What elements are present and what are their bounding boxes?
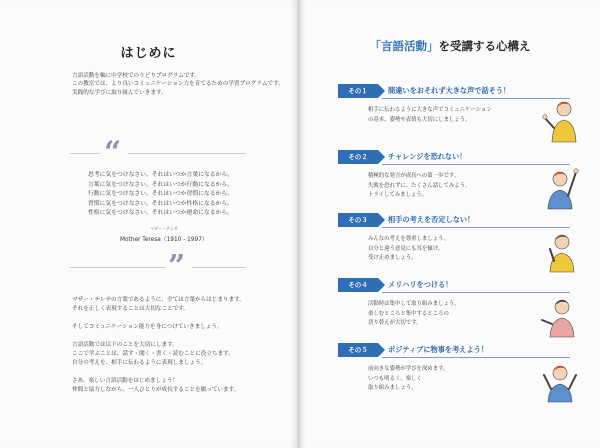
outro-line: そしてコミュニケーション能力を身につけていきましょう。 xyxy=(72,324,223,330)
guideline-badge: その２ xyxy=(338,150,378,164)
body-line: 活動時は集中して取り組みましょう。 xyxy=(368,301,460,307)
guideline-heading: チャレンジを恐れない！ xyxy=(388,152,467,161)
intro-line: 実践的な学びに取り組んでいきます。 xyxy=(72,89,167,96)
outro-line: 仲間と協力しながら、一人ひとりが成長することを願っています。 xyxy=(72,387,240,393)
outro-line: マザー・テレサの言葉であるように、全ては言葉からはじまります。 xyxy=(72,297,245,303)
outro-line: 言語活動では以下のことを大切にします。 xyxy=(72,342,178,348)
guideline-heading: 間違いをおそれず大きな声で話そう！ xyxy=(388,86,511,95)
body-line: 取り組みましょう。 xyxy=(368,385,417,392)
outro-line: 自分の考えを、相手に伝わるように表現しましょう。 xyxy=(72,360,207,366)
body-line: いつも明るく、楽しく xyxy=(368,375,422,382)
guideline-heading: ポジティブに物事を考えよう！ xyxy=(388,345,489,354)
quote-rule-right-top xyxy=(128,153,246,154)
close-quote-mark: ” xyxy=(168,249,186,284)
intro-paragraph xyxy=(72,72,284,97)
guideline-body xyxy=(368,235,449,264)
intro-line: 言語活動を軸に中学校でのりどりプログラムです。 xyxy=(72,73,201,79)
outro-line: それを正しく表現することは大切なことです。 xyxy=(72,306,190,312)
body-line: 切り替えが大切です。 xyxy=(368,320,422,327)
title-keyword: 「言語活動」 xyxy=(369,39,439,53)
page-title-right xyxy=(300,38,600,54)
guideline-header xyxy=(338,150,570,164)
body-line: トライしてみましょう。 xyxy=(368,192,428,199)
page-title: はじめに xyxy=(120,46,177,61)
guideline-heading: 相手の考えを否定しない！ xyxy=(388,215,475,224)
body-line: 楽しむところと集中するところの xyxy=(368,310,449,317)
body-line: 相手に伝わるように大きな声でコミュニケーション xyxy=(368,107,492,113)
quote-line: 習慣に気をつけなさい、それはいつか性格になるから。 xyxy=(88,200,233,207)
guideline-body xyxy=(368,172,470,201)
body-line: 前向きな姿勢が学びを深めます。 xyxy=(368,366,449,372)
quote-author: Mother Teresa（1910 - 1997） xyxy=(120,237,208,243)
quote-author-ruby: マザー・テレサ xyxy=(150,226,178,231)
guideline-body xyxy=(368,106,492,125)
body-line: 積極的な発言が成長への第一歩です。 xyxy=(368,173,460,179)
title-rest: を受講する心構え xyxy=(438,39,531,53)
guideline-header xyxy=(338,84,570,98)
guideline-badge: その５ xyxy=(338,343,378,357)
guideline-badge: その４ xyxy=(338,278,378,292)
guideline-badge: その１ xyxy=(338,84,378,98)
person-cheering-illustration xyxy=(540,357,580,403)
body-line: 受け止めましょう。 xyxy=(368,255,417,262)
guideline-body xyxy=(368,365,448,394)
person-pointing-illustration xyxy=(540,292,580,338)
person-raising-hand-illustration xyxy=(540,164,580,210)
guideline-heading: メリハリをつける！ xyxy=(388,280,453,289)
outro-line: さあ、楽しい言語活動をはじめましょう！ xyxy=(72,378,179,384)
quote-rule-left-bottom xyxy=(70,267,165,268)
quote-rule-right-bottom xyxy=(192,267,246,268)
guideline-header xyxy=(338,213,570,227)
guideline-header xyxy=(338,278,570,292)
outro-line xyxy=(72,332,245,341)
quote-line: 言葉に気をつけなさい、それはいつか行動になるから。 xyxy=(88,181,233,188)
guideline-badge: その３ xyxy=(338,213,378,227)
quote-rule-left-top xyxy=(70,153,100,154)
body-line: 失敗を恐れずに、たくさん話してみよう。 xyxy=(368,182,471,189)
person-speaking-illustration xyxy=(540,98,580,144)
guideline-body xyxy=(368,300,460,329)
outro-line: ここで学ぶことは、話す・聞く・書く・読むことに役立ちます。 xyxy=(72,351,234,357)
quote-line: 性格に気をつけなさい、それはいつか運命になるから。 xyxy=(88,210,233,217)
quote-line: 行動に気をつけなさい、それはいつか習慣になるから。 xyxy=(88,191,233,198)
person-thinking-illustration xyxy=(540,227,580,273)
body-line: みんなの考えを尊重しましょう。 xyxy=(368,236,449,242)
open-quote-mark: “ xyxy=(104,135,122,170)
outro-line xyxy=(72,368,245,377)
quote-line: 思考に気をつけなさい、それはいつか言葉になるから。 xyxy=(88,172,233,178)
closing-paragraph xyxy=(72,296,245,395)
quote-text xyxy=(88,171,233,219)
intro-line: この教室では、より良いコミュニケーション力を育てるための学習プログラムです。 xyxy=(72,81,284,88)
body-line: の基本、姿勢や表情も大切にしましょう。 xyxy=(368,116,471,123)
guideline-header xyxy=(338,343,570,357)
body-line: 自分と違う意見にも耳を傾け、 xyxy=(368,245,444,252)
outro-line xyxy=(72,314,245,323)
